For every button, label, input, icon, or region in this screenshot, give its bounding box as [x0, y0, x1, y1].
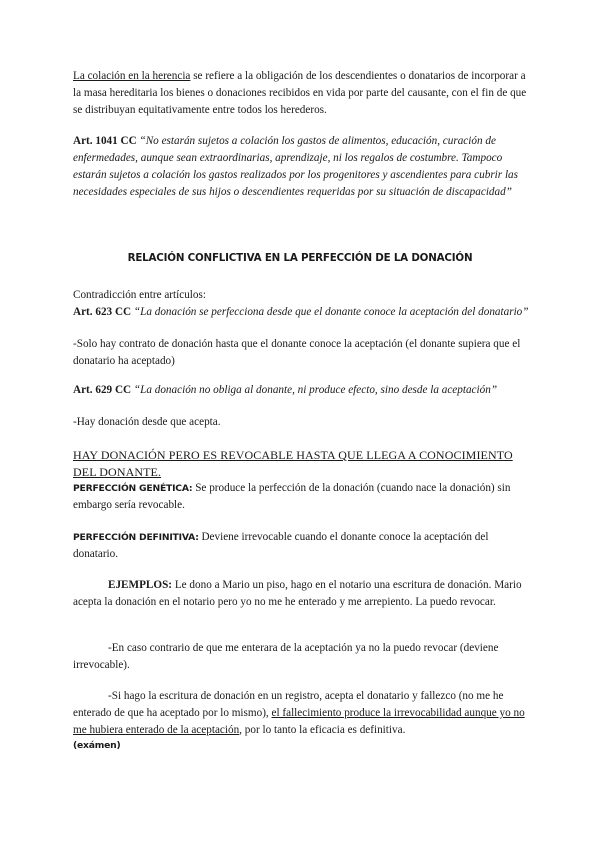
definitiva-text: Deviene irrevocable cuando el donante conoce la aceptación del donatario. — [73, 531, 489, 560]
case-2-text: -En caso contrario de que me enterara de la aceptación ya no la puedo revocar (deviene irrevocable). — [73, 642, 499, 671]
section-heading: RELACIÓN CONFLICTIVA EN LA PERFECCIÓN DE LA DONACIÓN — [127, 252, 473, 264]
art-1041-paragraph — [73, 133, 533, 201]
colacion-term: La colación en la herencia — [73, 70, 191, 82]
perfeccion-generica — [73, 480, 533, 514]
ejemplo-case-3 — [73, 688, 533, 739]
perfeccion-definitiva — [73, 529, 533, 563]
case-3-end: , por lo tanto la eficacia es definitiva. — [239, 724, 406, 736]
art-1041-label: Art. 1041 CC — [73, 135, 137, 147]
ejemplos-text: Le dono a Mario un piso, hago en el notario una escritura de donación. Mario acepta la donación en el notario pero yo no me he enterado y me arrepiento. La puedo revocar. — [73, 579, 522, 608]
art-629-paragraph — [73, 382, 533, 399]
case-3-start: -Si hago la escritura de donación en un registro, acepta el donatario y fallezco (no me he enterado de que ha aceptado por lo mismo), — [73, 690, 504, 719]
examen-note: (exámen) — [73, 740, 121, 751]
revocable-statement: HAY DONACIÓN PERO ES REVOCABLE HASTA QUE LLEGA A CONOCIMIENTO DEL DONANTE. — [73, 448, 513, 479]
art-1041-quote: “No estarán sujetos a colación los gastos de alimentos, educación, curación de enfermedades, aunque sean extraordinarias, aprendizaje, ni los regalos de costumbre. Tampoco estarán sujetos a colación los gastos realizados por los progenitores y ascendientes para cubrir las necesidades especiales de sus hijos o descendientes requeridas por su situación de discapacidad” — [73, 135, 518, 198]
art-623-quote: “La donación se perfecciona desde que el donante conoce la aceptación del donatario” — [131, 306, 529, 318]
ejemplos-label: EJEMPLOS: — [108, 579, 173, 591]
art-629-note: -Hay donación desde que acepta. — [73, 416, 221, 428]
art-623-label: Art. 623 CC — [73, 306, 132, 318]
colacion-paragraph — [73, 68, 533, 119]
generica-label: PERFECCIÓN GENÉTICA: — [73, 483, 193, 494]
colacion-definition: se refiere a la obligación de los descendientes o donatarios de incorporar a la masa hereditaria los bienes o donaciones recibidos en vida por parte del causante, con el fin de que se distribuyan equitativamente entre todos los herederos. — [73, 70, 527, 116]
art-623-paragraph — [73, 304, 533, 321]
art-623-note: -Solo hay contrato de donación hasta que el donante conoce la aceptación (el donante supiera que el donatario ha aceptado) — [73, 338, 521, 367]
art-629-quote: “La donación no obliga al donante, ni produce efecto, sino desde la aceptación” — [131, 384, 498, 396]
definitiva-label: PERFECCIÓN DEFINITIVA: — [73, 532, 199, 543]
art-629-label: Art. 629 CC — [73, 384, 132, 396]
contradiction-intro: Contradicción entre artículos: — [73, 289, 206, 301]
generica-text: Se produce la perfección de la donación (cuando nace la donación) sin embargo sería revocable. — [73, 482, 511, 511]
ejemplo-case-2 — [73, 640, 533, 674]
case-3-underlined: el fallecimiento produce la irrevocabilidad aunque yo no me hubiera enterado de la aceptación — [73, 707, 525, 736]
ejemplos-paragraph — [73, 577, 533, 611]
